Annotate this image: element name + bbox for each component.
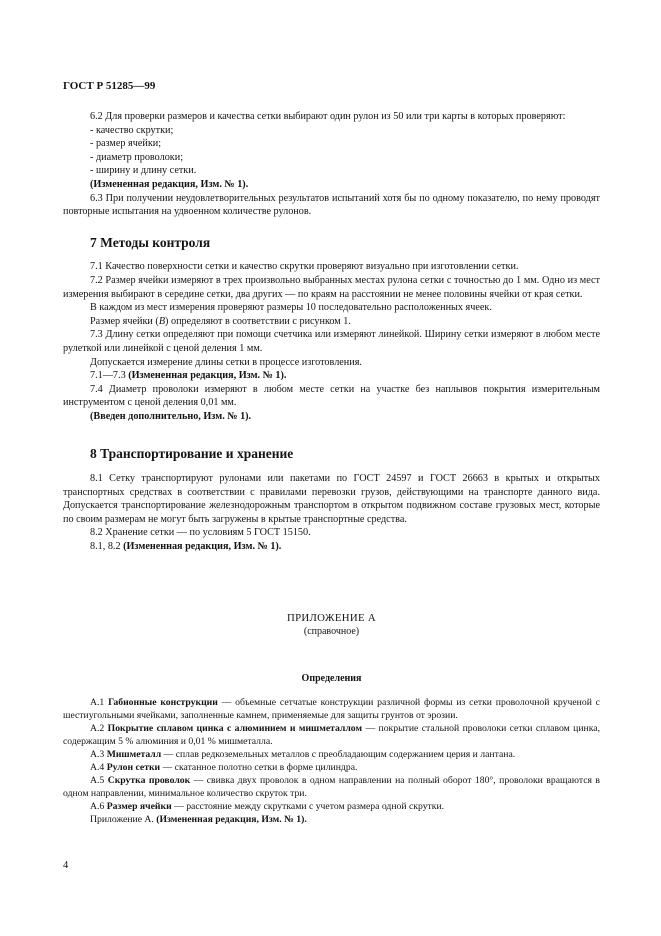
clause-7-3: 7.3 Длину сетки определяют при помощи счетчика или измеряют линейкой. Ширину сетки измеряют в любом месте рулеткой или линейкой с ценой деления 1 мм. (63, 329, 600, 354)
definition-number: А.4 (90, 761, 107, 773)
clause-8-2: 8.2 Хранение сетки — по условиям 5 ГОСТ 15150. (90, 527, 311, 539)
clause-7-1: 7.1 Качество поверхности сетки и качество скрутки проверяют визуально при изготовлении сетки. (90, 261, 519, 273)
list-item: - ширину и длину сетки. (90, 165, 197, 177)
definition-term: Покрытие сплавом цинка с алюминием и мишметаллом (107, 723, 363, 735)
list-item: - качество скрутки; (90, 124, 174, 136)
definition-item (63, 762, 600, 775)
amendment-label: (Измененная редакция, Изм. № 1). (128, 370, 287, 382)
definition-number: А.2 (90, 723, 108, 735)
definitions-heading: Определения (301, 672, 362, 684)
definition-term: Размер ячейки (106, 800, 172, 812)
definition-item (63, 775, 600, 801)
definition-number: А.1 (90, 697, 109, 709)
clause-6-3: 6.3 При получении неудовлетворительных результатов испытаний хотя бы по одному показателю, по нему проводят повторные испытания на удвоенном количестве рулонов. (63, 192, 600, 218)
definition-term: Габионные конструкции (108, 697, 218, 709)
clause-7-4: 7.4 Диаметр проволоки измеряют в любом месте сетки на участке без наплывов покрытия измерительным инструментом с ценой деления 0,01 мм. (63, 383, 600, 409)
definition-item (63, 723, 600, 749)
definition-text: — сплав редкоземельных металлов с преобладающим содержанием церия и лантана. (161, 749, 516, 761)
amendment-note (63, 540, 600, 554)
definition-text: — покрытие стальной проволоки сетки сплавом цинка, содержащим 5 % алюминия и 0,01 % мишметалла. (63, 723, 600, 748)
section-7-heading: 7 Методы контроля (90, 234, 211, 250)
definition-text: — объемные сетчатые конструкции различной формы из сетки проволочной крученой с шестиугольными ячейками, заполненные камнем, применяемые для защиты грунтов от эрозии. (63, 697, 600, 722)
appendix-subtitle: (справочное) (303, 626, 360, 638)
definition-term: Мишметалл (106, 749, 162, 761)
amendment-note (63, 814, 600, 827)
page-body (63, 110, 600, 826)
amendment-note: (Измененная редакция, Изм. № 1). (90, 178, 249, 190)
definition-term: Рулон сетки (106, 761, 161, 773)
document-header: ГОСТ Р 51285—99 (63, 80, 156, 92)
clause-7-2-mesh-size (63, 315, 600, 329)
clause-6-2: 6.2 Для проверки размеров и качества сетки выбирают один рулон из 50 или три карты в которых проверяют: (90, 111, 566, 122)
definition-item (63, 697, 600, 723)
definition-item (63, 801, 600, 814)
variable-b: В (158, 315, 166, 327)
list-item: - диаметр проволоки; (90, 151, 184, 163)
clause-7-2-cont: В каждом из мест измерения проверяют размеры 10 последовательно расположенных ячеек. (90, 302, 492, 314)
clause-7-3-cont: Допускается измерение длины сетки в процессе изготовления. (90, 356, 362, 368)
definition-term: Скрутка проволок (107, 774, 191, 786)
page-number: 4 (63, 860, 69, 871)
definition-text: — свивка двух проволок в одном направлении на полный оборот 180°, проволоки вращаются в одном направлении, минимальное количество скруток три. (63, 774, 600, 799)
text-fragment: ) определяют в соответствии с рисунком 1. (165, 315, 351, 327)
amendment-label: (Измененная редакция, Изм. № 1). (123, 541, 282, 553)
text-fragment: Приложение А. (90, 813, 157, 825)
text-fragment: Размер ячейки ( (90, 315, 159, 327)
amendment-label: (Измененная редакция, Изм. № 1). (156, 813, 307, 825)
definition-text: — расстояние между скрутками с учетом размера одной скрутки. (171, 800, 445, 812)
amendment-note (63, 369, 600, 383)
list-item: - размер ячейки; (90, 138, 162, 150)
definitions-list (63, 697, 600, 826)
definition-item (63, 749, 600, 762)
amendment-note: (Введен дополнительно, Изм. № 1). (90, 410, 252, 422)
definition-text: — скатанное полотно сетки в форме цилиндра. (160, 761, 358, 773)
text-fragment: 8.1, 8.2 (90, 541, 124, 553)
clause-7-2: 7.2 Размер ячейки измеряют в трех произвольно выбранных местах рулона сетки с точностью до 1 мм. Одно из мест измерения выбирают в середине сетки, два других — по краям на расстоянии не менее половины ячейки от края сетки. (63, 274, 600, 300)
clause-8-1: 8.1 Сетку транспортируют рулонами или пакетами по ГОСТ 24597 и ГОСТ 26663 в крытых и открытых транспортных средствах в соответствии с правилами перевозки грузов, действующими на транспорте данного вида. Допускается транспортирование железнодорожным транспортом в открытом подвижном составе грузовых мест, которые по своим размерам не могут быть загружены в крытые транспортные средства. (63, 473, 600, 525)
definition-number: А.6 (90, 800, 107, 812)
definition-number: А.5 (90, 774, 108, 786)
section-8-heading: 8 Транспортирование и хранение (90, 446, 294, 462)
text-fragment: 7.1—7.3 (90, 370, 129, 382)
definition-number: А.3 (90, 749, 107, 761)
appendix-title: ПРИЛОЖЕНИЕ А (286, 611, 376, 624)
appendix-header (63, 612, 600, 639)
